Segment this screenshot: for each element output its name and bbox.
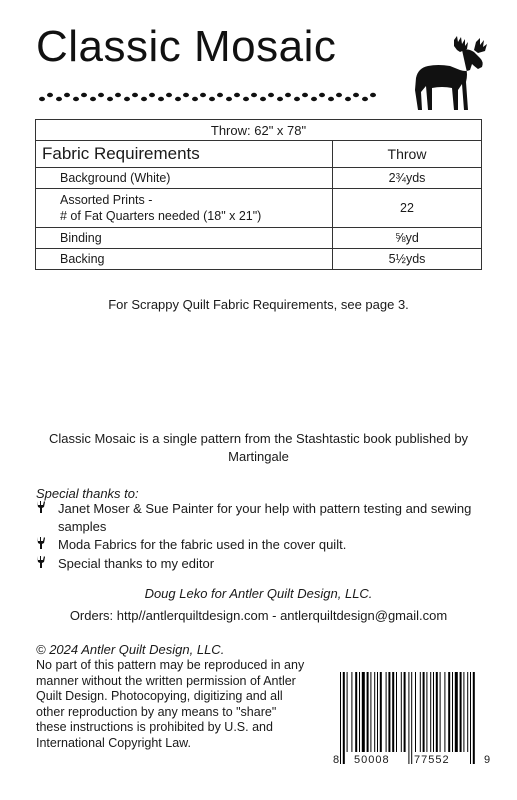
table-row [36,249,482,270]
antler-bullet-icon [36,536,58,555]
barcode-bar [380,672,382,752]
barcode-bar [386,672,387,752]
barcode-bar [423,672,425,752]
row-value: ⅝yd [333,228,482,249]
barcode-bar [455,672,458,752]
barcode-bar [340,672,341,764]
credit-line: Doug Leko for Antler Quilt Design, LLC. [144,586,373,601]
thanks-item: Janet Moser & Sue Painter for your help with pattern testing and sewing samples [58,501,472,534]
barcode-bar [433,672,434,752]
list-item [36,500,476,536]
barcode-bar [396,672,397,752]
barcode-bar [377,672,378,752]
barcode-bar [355,672,357,752]
list-item [36,536,476,555]
barcode-bar [448,672,450,752]
barcode-bar [388,672,390,752]
antler-bullet-icon [36,555,58,574]
row-item: Background (White) [36,168,333,189]
barcode-digit: 9 [484,754,491,766]
barcode-bar [343,672,345,764]
thanks-heading: Special thanks to: [36,486,139,501]
barcode-bar [374,672,375,752]
barcode-bar [470,672,471,764]
barcode-bar [473,672,475,764]
barcode-bar [430,672,431,752]
table-row [36,189,482,228]
barcode-digits: 50008 [354,754,390,766]
thanks-item: Special thanks to my editor [58,556,215,571]
barcode-bar [401,672,402,752]
scrappy-note: For Scrappy Quilt Fabric Requirements, see page 3. [108,297,409,312]
column-header: Throw [333,141,482,168]
table-row [36,168,482,189]
row-value: 2¾yds [333,168,482,189]
barcode-bar [411,672,412,764]
barcode-bar [452,672,453,752]
barcode-bar [444,672,445,752]
barcode-bar [463,672,464,752]
barcode-bar [440,672,441,752]
barcode-bar [426,672,427,752]
row-value: 5½yds [333,249,482,270]
barcode-bar [467,672,468,752]
requirements-heading: Fabric Requirements [36,141,333,168]
barcode-bar [370,672,371,752]
row-item: Backing [36,249,333,270]
barcode-bar [415,672,416,752]
header-row [36,141,482,168]
orders-line: Orders: http//antlerquiltdesign.com - antlerquiltdesign@gmail.com [69,608,448,623]
barcode-bar [367,672,369,752]
list-item [36,555,476,574]
barcode-bar [347,672,348,752]
fabric-requirements-table [35,119,482,270]
barcode-bar [351,672,352,752]
table-row [36,228,482,249]
barcode-bar [404,672,406,752]
page-title: Classic Mosaic [36,22,337,71]
barcode-bar [362,672,365,752]
barcode-bar [420,672,421,752]
barcode-bar [436,672,438,752]
barcode-bar [392,672,394,752]
row-item: Binding [36,228,333,249]
row-item-line: Assorted Prints - [60,193,153,207]
barcode-bar [460,672,462,752]
moose-icon [410,36,490,112]
tracks-icon [38,90,378,104]
barcode-digit: 8 [333,754,340,766]
copyright: © 2024 Antler Quilt Design, LLC. [36,642,225,657]
throw-size: Throw: 62" x 78" [36,120,482,141]
size-row [36,120,482,141]
barcode-digits: 77552 [414,754,450,766]
legal-text: No part of this pattern may be reproduced in any manner without the written permission of Antler Quilt Design. Photocopying, digitizing and all other reproduction by any means to "share" these instructions is prohibited by U.S. and International Copyright Law. [36,658,305,750]
antler-bullet-icon [36,500,58,536]
row-item-line: # of Fat Quarters needed (18" x 21") [60,209,262,223]
about-text: Classic Mosaic is a single pattern from the Stashtastic book published by Martingale [48,431,469,464]
barcode-bar [408,672,409,764]
barcode-bar [359,672,360,752]
thanks-item: Moda Fabrics for the fabric used in the cover quilt. [58,537,347,552]
row-value: 22 [333,189,482,228]
row-item [36,189,333,228]
thanks-list [36,500,476,574]
